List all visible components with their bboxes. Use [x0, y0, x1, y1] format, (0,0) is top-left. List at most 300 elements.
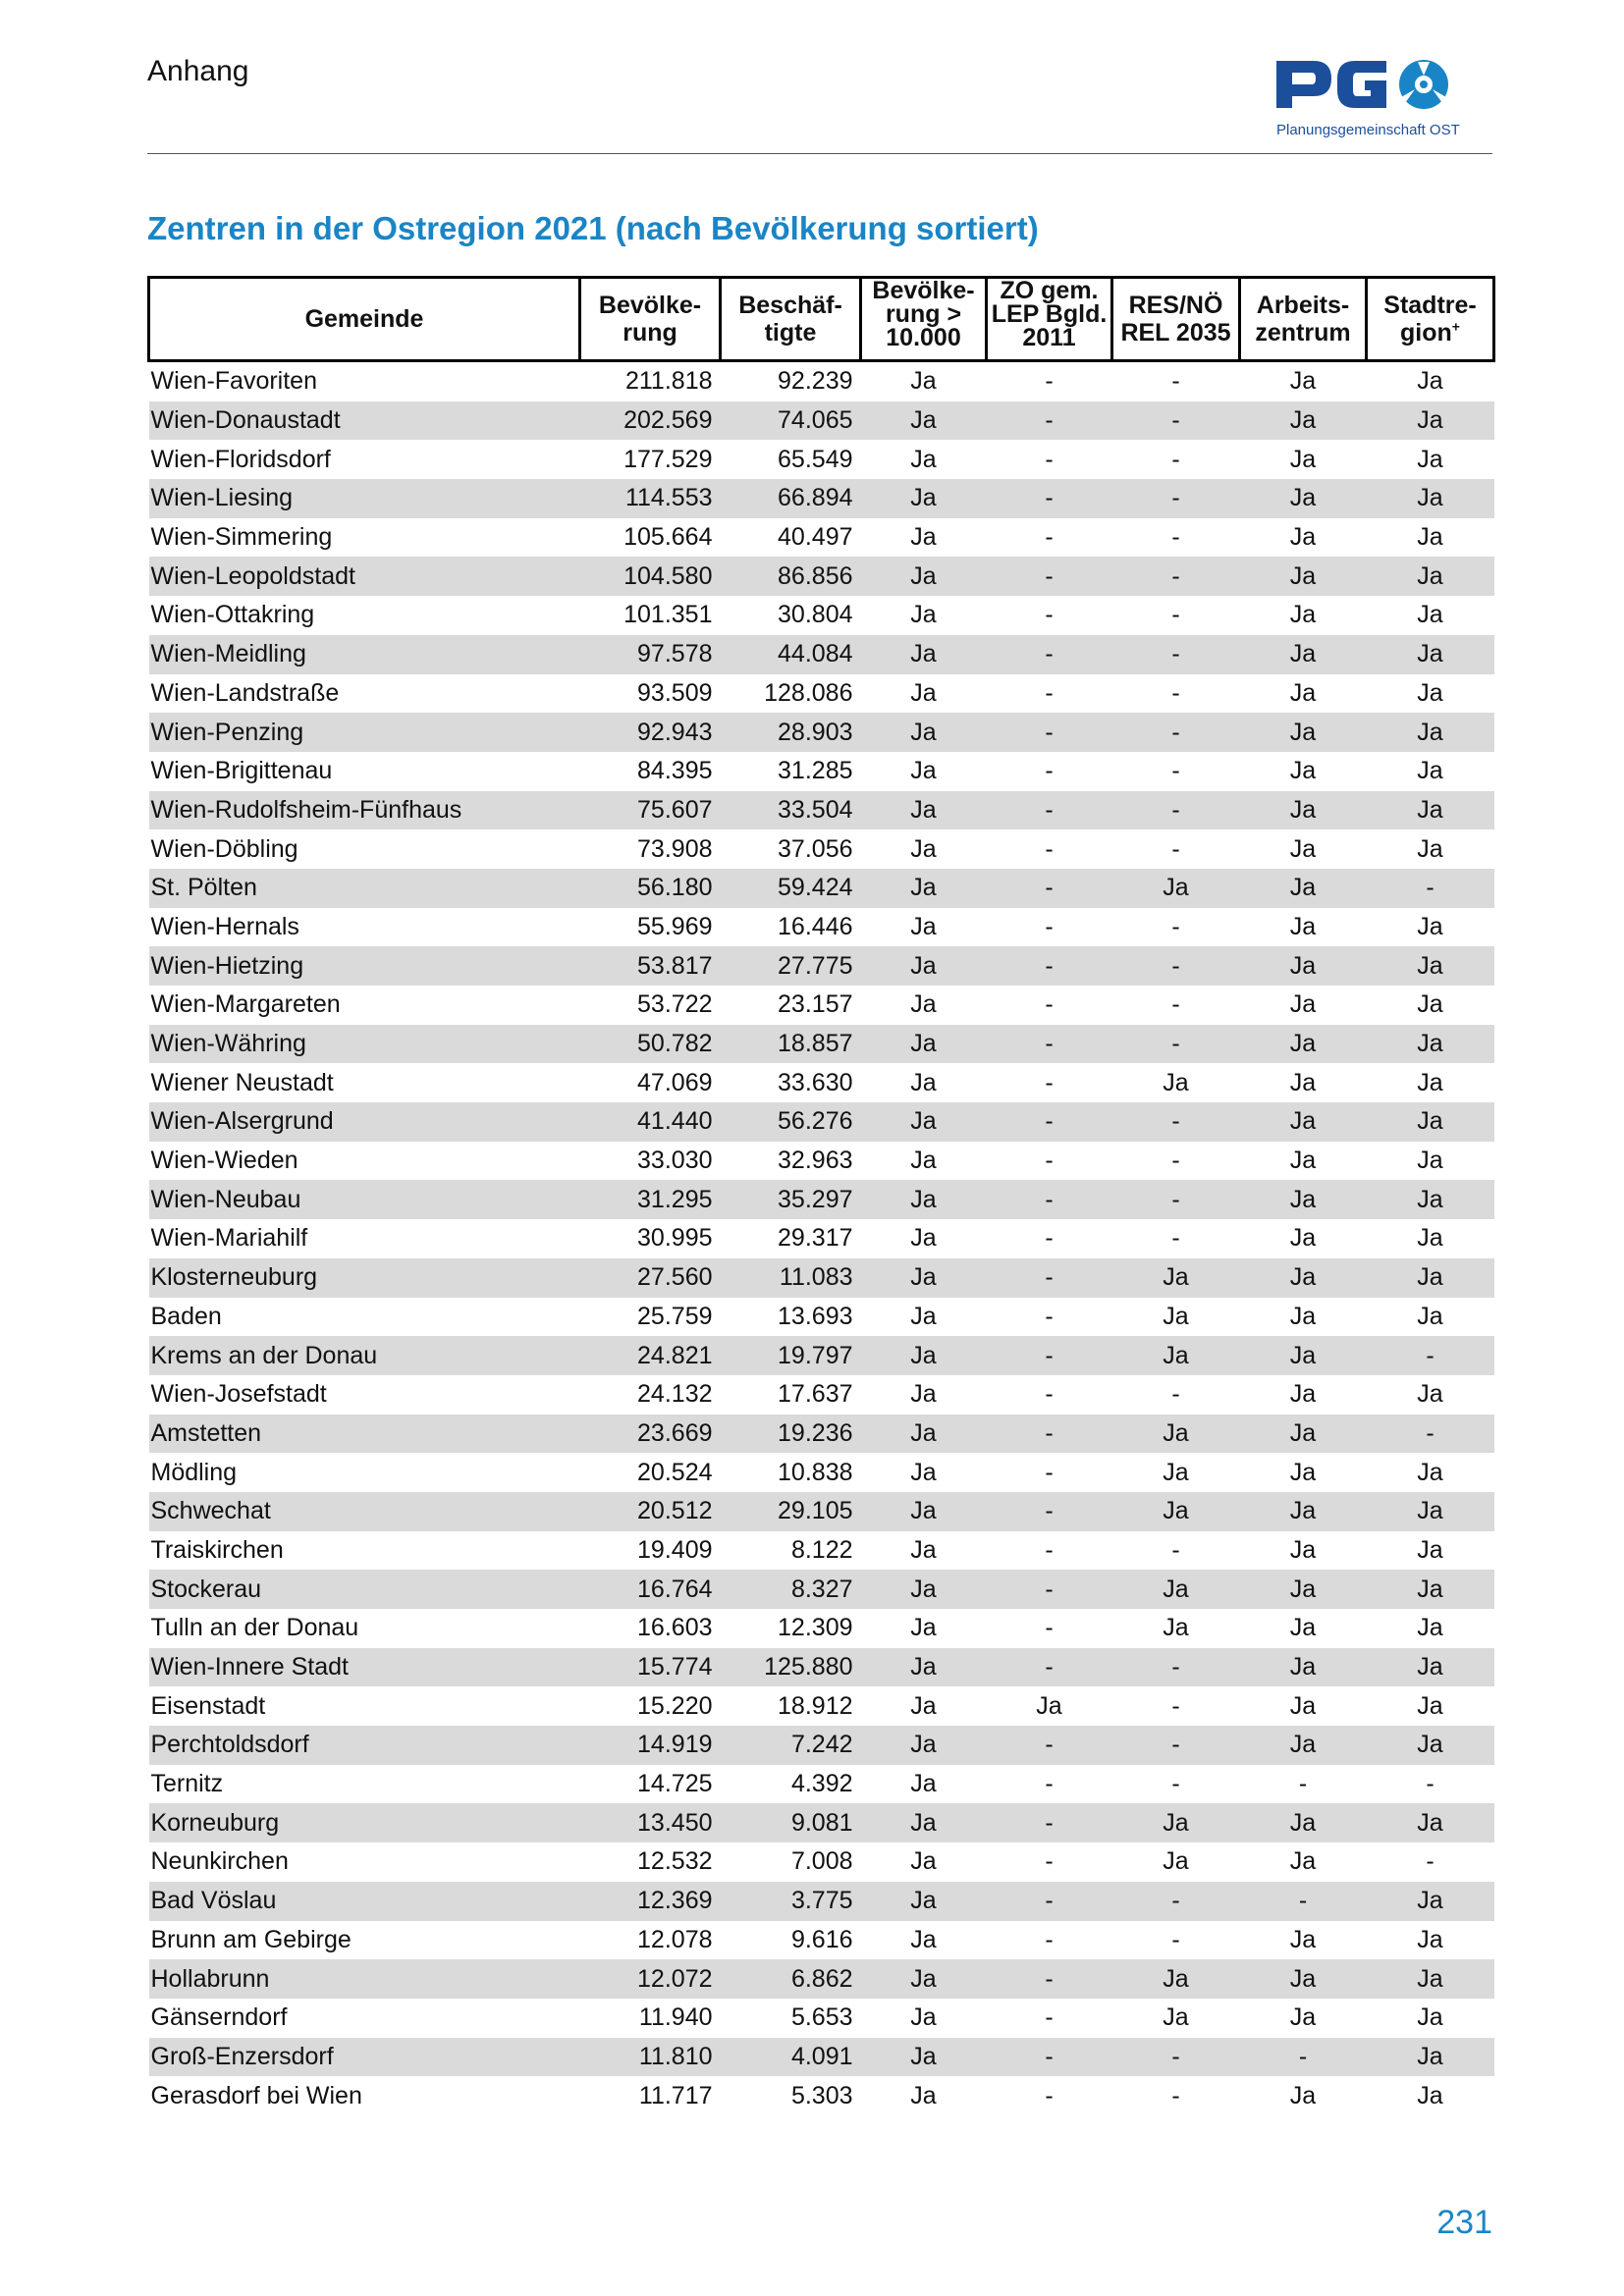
cell-arbeitszentrum: Ja: [1240, 713, 1367, 752]
cell-beschaeftigte: 5.653: [721, 1999, 861, 2038]
cell-beschaeftigte: 5.303: [721, 2076, 861, 2115]
cell-zo-lep: -: [987, 986, 1112, 1025]
cell-arbeitszentrum: Ja: [1240, 1025, 1367, 1064]
cell-gemeinde: Wien-Favoriten: [149, 361, 580, 401]
cell-ueber-10000: Ja: [861, 1882, 987, 1921]
cell-beschaeftigte: 16.446: [721, 908, 861, 947]
cell-zo-lep: -: [987, 1882, 1112, 1921]
cell-res-rel: Ja: [1112, 1063, 1240, 1102]
cell-zo-lep: -: [987, 1609, 1112, 1648]
cell-ueber-10000: Ja: [861, 1531, 987, 1571]
cell-zo-lep: -: [987, 1298, 1112, 1337]
header-rule: [147, 153, 1492, 154]
cell-arbeitszentrum: Ja: [1240, 1142, 1367, 1181]
cell-stadtregion: Ja: [1367, 1999, 1494, 2038]
cell-beschaeftigte: 12.309: [721, 1609, 861, 1648]
cell-arbeitszentrum: Ja: [1240, 361, 1367, 401]
cell-arbeitszentrum: Ja: [1240, 1492, 1367, 1531]
cell-beschaeftigte: 56.276: [721, 1102, 861, 1142]
cell-ueber-10000: Ja: [861, 1453, 987, 1492]
cell-zo-lep: -: [987, 1180, 1112, 1219]
cell-arbeitszentrum: Ja: [1240, 791, 1367, 830]
cell-beschaeftigte: 4.392: [721, 1765, 861, 1804]
cell-zo-lep: -: [987, 1999, 1112, 2038]
cell-beschaeftigte: 9.616: [721, 1921, 861, 1960]
cell-stadtregion: Ja: [1367, 986, 1494, 1025]
cell-res-rel: Ja: [1112, 1842, 1240, 1882]
cell-beschaeftigte: 23.157: [721, 986, 861, 1025]
cell-ueber-10000: Ja: [861, 829, 987, 869]
cell-stadtregion: Ja: [1367, 1726, 1494, 1765]
col-bevoelkerung: Bevölke- rung: [580, 278, 721, 361]
cell-bevoelkerung: 92.943: [580, 713, 721, 752]
cell-beschaeftigte: 74.065: [721, 401, 861, 441]
cell-gemeinde: Tulln an der Donau: [149, 1609, 580, 1648]
table-row: [149, 1803, 1494, 1842]
cell-ueber-10000: Ja: [861, 791, 987, 830]
cell-res-rel: -: [1112, 440, 1240, 479]
cell-gemeinde: Stockerau: [149, 1570, 580, 1609]
cell-stadtregion: Ja: [1367, 1298, 1494, 1337]
cell-gemeinde: Groß-Enzersdorf: [149, 2038, 580, 2077]
cell-gemeinde: Korneuburg: [149, 1803, 580, 1842]
cell-stadtregion: Ja: [1367, 1648, 1494, 1687]
cell-gemeinde: Krems an der Donau: [149, 1336, 580, 1375]
table-row: [149, 1921, 1494, 1960]
cell-res-rel: -: [1112, 1882, 1240, 1921]
cell-arbeitszentrum: Ja: [1240, 557, 1367, 596]
table-row: [149, 869, 1494, 908]
cell-zo-lep: -: [987, 1142, 1112, 1181]
cell-gemeinde: Wien-Wieden: [149, 1142, 580, 1181]
cell-gemeinde: Neunkirchen: [149, 1842, 580, 1882]
cell-ueber-10000: Ja: [861, 2076, 987, 2115]
cell-beschaeftigte: 33.504: [721, 791, 861, 830]
table-row: [149, 986, 1494, 1025]
table-row: [149, 1415, 1494, 1454]
cell-res-rel: -: [1112, 479, 1240, 518]
cell-ueber-10000: Ja: [861, 1959, 987, 1999]
table-row: [149, 2076, 1494, 2115]
cell-res-rel: -: [1112, 713, 1240, 752]
cell-bevoelkerung: 33.030: [580, 1142, 721, 1181]
cell-beschaeftigte: 27.775: [721, 946, 861, 986]
cell-stadtregion: Ja: [1367, 1959, 1494, 1999]
table-row: [149, 518, 1494, 558]
cell-beschaeftigte: 6.862: [721, 1959, 861, 1999]
cell-stadtregion: Ja: [1367, 361, 1494, 401]
cell-zo-lep: -: [987, 1025, 1112, 1064]
table-row: [149, 1102, 1494, 1142]
cell-bevoelkerung: 93.509: [580, 674, 721, 714]
cell-ueber-10000: Ja: [861, 1375, 987, 1415]
page-number: 231: [1436, 2204, 1492, 2241]
cell-ueber-10000: Ja: [861, 1648, 987, 1687]
cell-ueber-10000: Ja: [861, 1921, 987, 1960]
cell-gemeinde: Wien-Leopoldstadt: [149, 557, 580, 596]
cell-ueber-10000: Ja: [861, 986, 987, 1025]
cell-bevoelkerung: 47.069: [580, 1063, 721, 1102]
cell-arbeitszentrum: Ja: [1240, 401, 1367, 441]
cell-zo-lep: -: [987, 1336, 1112, 1375]
cell-res-rel: -: [1112, 1219, 1240, 1258]
cell-res-rel: -: [1112, 1531, 1240, 1571]
cell-beschaeftigte: 17.637: [721, 1375, 861, 1415]
cell-zo-lep: -: [987, 1803, 1112, 1842]
table-row: [149, 1336, 1494, 1375]
table-row: [149, 829, 1494, 869]
cell-stadtregion: Ja: [1367, 1453, 1494, 1492]
cell-ueber-10000: Ja: [861, 908, 987, 947]
cell-arbeitszentrum: Ja: [1240, 1570, 1367, 1609]
cell-zo-lep: -: [987, 596, 1112, 635]
cell-stadtregion: -: [1367, 1765, 1494, 1804]
col-stadtregion: Stadtre- gion+: [1367, 278, 1494, 361]
cell-bevoelkerung: 75.607: [580, 791, 721, 830]
cell-beschaeftigte: 35.297: [721, 1180, 861, 1219]
cell-arbeitszentrum: Ja: [1240, 1453, 1367, 1492]
cell-bevoelkerung: 15.220: [580, 1686, 721, 1726]
cell-gemeinde: Schwechat: [149, 1492, 580, 1531]
cell-zo-lep: -: [987, 1648, 1112, 1687]
table-row: [149, 440, 1494, 479]
cell-gemeinde: Ternitz: [149, 1765, 580, 1804]
cell-stadtregion: Ja: [1367, 752, 1494, 791]
table-row: [149, 908, 1494, 947]
table-row: [149, 557, 1494, 596]
cell-stadtregion: Ja: [1367, 1219, 1494, 1258]
cell-stadtregion: Ja: [1367, 401, 1494, 441]
pgo-logo: [1274, 57, 1492, 145]
cell-bevoelkerung: 16.603: [580, 1609, 721, 1648]
cell-ueber-10000: Ja: [861, 1298, 987, 1337]
cell-zo-lep: -: [987, 869, 1112, 908]
table-header-row: [149, 278, 1494, 361]
cell-arbeitszentrum: Ja: [1240, 1219, 1367, 1258]
table-row: [149, 1375, 1494, 1415]
cell-res-rel: -: [1112, 829, 1240, 869]
cell-beschaeftigte: 31.285: [721, 752, 861, 791]
cell-zo-lep: -: [987, 479, 1112, 518]
cell-ueber-10000: Ja: [861, 401, 987, 441]
cell-ueber-10000: Ja: [861, 1765, 987, 1804]
cell-bevoelkerung: 50.782: [580, 1025, 721, 1064]
cell-beschaeftigte: 8.327: [721, 1570, 861, 1609]
table-row: [149, 635, 1494, 674]
cell-zo-lep: -: [987, 1102, 1112, 1142]
table-body: [149, 361, 1494, 2115]
cell-ueber-10000: Ja: [861, 1492, 987, 1531]
cell-beschaeftigte: 66.894: [721, 479, 861, 518]
cell-res-rel: -: [1112, 361, 1240, 401]
cell-arbeitszentrum: Ja: [1240, 908, 1367, 947]
cell-ueber-10000: Ja: [861, 713, 987, 752]
cell-stadtregion: Ja: [1367, 2076, 1494, 2115]
cell-zo-lep: -: [987, 908, 1112, 947]
cell-ueber-10000: Ja: [861, 1219, 987, 1258]
cell-bevoelkerung: 27.560: [580, 1258, 721, 1298]
cell-stadtregion: Ja: [1367, 2038, 1494, 2077]
cell-ueber-10000: Ja: [861, 674, 987, 714]
cell-beschaeftigte: 9.081: [721, 1803, 861, 1842]
col-res-rel: RES/NÖ REL 2035: [1112, 278, 1240, 361]
cell-res-rel: Ja: [1112, 1453, 1240, 1492]
cell-res-rel: -: [1112, 1765, 1240, 1804]
cell-gemeinde: Wiener Neustadt: [149, 1063, 580, 1102]
table-row: [149, 1648, 1494, 1687]
cell-gemeinde: Wien-Mariahilf: [149, 1219, 580, 1258]
cell-beschaeftigte: 128.086: [721, 674, 861, 714]
cell-bevoelkerung: 202.569: [580, 401, 721, 441]
cell-gemeinde: Wien-Hernals: [149, 908, 580, 947]
table-row: [149, 1959, 1494, 1999]
cell-beschaeftigte: 19.797: [721, 1336, 861, 1375]
cell-beschaeftigte: 19.236: [721, 1415, 861, 1454]
cell-ueber-10000: Ja: [861, 557, 987, 596]
cell-arbeitszentrum: Ja: [1240, 1999, 1367, 2038]
cell-res-rel: -: [1112, 1648, 1240, 1687]
cell-gemeinde: Wien-Meidling: [149, 635, 580, 674]
cell-beschaeftigte: 28.903: [721, 713, 861, 752]
col-gemeinde: Gemeinde: [149, 278, 580, 361]
cell-arbeitszentrum: Ja: [1240, 1686, 1367, 1726]
cell-bevoelkerung: 16.764: [580, 1570, 721, 1609]
cell-stadtregion: Ja: [1367, 829, 1494, 869]
cell-bevoelkerung: 53.817: [580, 946, 721, 986]
cell-stadtregion: -: [1367, 869, 1494, 908]
cell-arbeitszentrum: Ja: [1240, 635, 1367, 674]
cell-beschaeftigte: 29.317: [721, 1219, 861, 1258]
cell-stadtregion: Ja: [1367, 791, 1494, 830]
cell-bevoelkerung: 13.450: [580, 1803, 721, 1842]
cell-gemeinde: Gänserndorf: [149, 1999, 580, 2038]
cell-arbeitszentrum: -: [1240, 1765, 1367, 1804]
table-row: [149, 1726, 1494, 1765]
cell-beschaeftigte: 32.963: [721, 1142, 861, 1181]
cell-arbeitszentrum: Ja: [1240, 2076, 1367, 2115]
zentren-table-container: [147, 276, 1492, 2115]
table-row: [149, 1219, 1494, 1258]
cell-ueber-10000: Ja: [861, 1142, 987, 1181]
cell-zo-lep: -: [987, 791, 1112, 830]
cell-ueber-10000: Ja: [861, 2038, 987, 2077]
cell-stadtregion: Ja: [1367, 518, 1494, 558]
cell-gemeinde: Bad Vöslau: [149, 1882, 580, 1921]
cell-res-rel: -: [1112, 1025, 1240, 1064]
cell-beschaeftigte: 7.242: [721, 1726, 861, 1765]
cell-zo-lep: -: [987, 713, 1112, 752]
cell-beschaeftigte: 125.880: [721, 1648, 861, 1687]
cell-res-rel: -: [1112, 986, 1240, 1025]
cell-zo-lep: -: [987, 1063, 1112, 1102]
cell-gemeinde: Wien-Rudolfsheim-Fünfhaus: [149, 791, 580, 830]
cell-zo-lep: -: [987, 1492, 1112, 1531]
cell-beschaeftigte: 8.122: [721, 1531, 861, 1571]
cell-stadtregion: Ja: [1367, 1142, 1494, 1181]
cell-beschaeftigte: 30.804: [721, 596, 861, 635]
cell-arbeitszentrum: -: [1240, 1882, 1367, 1921]
cell-beschaeftigte: 44.084: [721, 635, 861, 674]
table-row: [149, 401, 1494, 441]
cell-ueber-10000: Ja: [861, 1102, 987, 1142]
cell-beschaeftigte: 18.857: [721, 1025, 861, 1064]
table-row: [149, 1180, 1494, 1219]
cell-ueber-10000: Ja: [861, 1570, 987, 1609]
cell-beschaeftigte: 11.083: [721, 1258, 861, 1298]
cell-arbeitszentrum: Ja: [1240, 596, 1367, 635]
cell-beschaeftigte: 18.912: [721, 1686, 861, 1726]
cell-res-rel: Ja: [1112, 1415, 1240, 1454]
cell-gemeinde: Eisenstadt: [149, 1686, 580, 1726]
cell-beschaeftigte: 13.693: [721, 1298, 861, 1337]
cell-res-rel: -: [1112, 908, 1240, 947]
cell-res-rel: -: [1112, 1142, 1240, 1181]
cell-zo-lep: -: [987, 674, 1112, 714]
cell-ueber-10000: Ja: [861, 635, 987, 674]
cell-gemeinde: Amstetten: [149, 1415, 580, 1454]
cell-ueber-10000: Ja: [861, 1180, 987, 1219]
cell-beschaeftigte: 7.008: [721, 1842, 861, 1882]
cell-ueber-10000: Ja: [861, 1025, 987, 1064]
cell-zo-lep: -: [987, 1726, 1112, 1765]
cell-gemeinde: Traiskirchen: [149, 1531, 580, 1571]
cell-res-rel: -: [1112, 752, 1240, 791]
cell-zo-lep: Ja: [987, 1686, 1112, 1726]
cell-res-rel: -: [1112, 2076, 1240, 2115]
table-row: [149, 479, 1494, 518]
cell-bevoelkerung: 53.722: [580, 986, 721, 1025]
page-title: Zentren in der Ostregion 2021 (nach Bevölkerung sortiert): [147, 210, 1039, 246]
cell-bevoelkerung: 12.532: [580, 1842, 721, 1882]
cell-zo-lep: -: [987, 946, 1112, 986]
cell-ueber-10000: Ja: [861, 1803, 987, 1842]
cell-stadtregion: Ja: [1367, 557, 1494, 596]
table-row: [149, 1453, 1494, 1492]
cell-res-rel: Ja: [1112, 1959, 1240, 1999]
cell-stadtregion: Ja: [1367, 908, 1494, 947]
cell-res-rel: Ja: [1112, 869, 1240, 908]
cell-bevoelkerung: 25.759: [580, 1298, 721, 1337]
col-arbeitszentrum: Arbeits- zentrum: [1240, 278, 1367, 361]
cell-arbeitszentrum: Ja: [1240, 1921, 1367, 1960]
cell-stadtregion: Ja: [1367, 1570, 1494, 1609]
cell-zo-lep: -: [987, 1219, 1112, 1258]
cell-arbeitszentrum: Ja: [1240, 440, 1367, 479]
cell-bevoelkerung: 55.969: [580, 908, 721, 947]
table-row: [149, 1765, 1494, 1804]
cell-stadtregion: Ja: [1367, 1803, 1494, 1842]
cell-bevoelkerung: 19.409: [580, 1531, 721, 1571]
cell-bevoelkerung: 84.395: [580, 752, 721, 791]
cell-stadtregion: -: [1367, 1415, 1494, 1454]
cell-arbeitszentrum: Ja: [1240, 1648, 1367, 1687]
cell-res-rel: Ja: [1112, 1298, 1240, 1337]
cell-bevoelkerung: 73.908: [580, 829, 721, 869]
cell-ueber-10000: Ja: [861, 479, 987, 518]
cell-res-rel: -: [1112, 1921, 1240, 1960]
cell-arbeitszentrum: Ja: [1240, 1415, 1367, 1454]
cell-bevoelkerung: 105.664: [580, 518, 721, 558]
cell-zo-lep: -: [987, 440, 1112, 479]
cell-arbeitszentrum: -: [1240, 2038, 1367, 2077]
cell-gemeinde: Wien-Landstraße: [149, 674, 580, 714]
cell-stadtregion: Ja: [1367, 1531, 1494, 1571]
cell-res-rel: Ja: [1112, 1570, 1240, 1609]
cell-arbeitszentrum: Ja: [1240, 986, 1367, 1025]
cell-gemeinde: Wien-Floridsdorf: [149, 440, 580, 479]
cell-stadtregion: Ja: [1367, 440, 1494, 479]
cell-gemeinde: Perchtoldsdorf: [149, 1726, 580, 1765]
cell-bevoelkerung: 23.669: [580, 1415, 721, 1454]
cell-res-rel: Ja: [1112, 1492, 1240, 1531]
cell-res-rel: -: [1112, 1102, 1240, 1142]
cell-bevoelkerung: 104.580: [580, 557, 721, 596]
cell-beschaeftigte: 3.775: [721, 1882, 861, 1921]
cell-arbeitszentrum: Ja: [1240, 1726, 1367, 1765]
cell-arbeitszentrum: Ja: [1240, 1842, 1367, 1882]
cell-bevoelkerung: 20.524: [580, 1453, 721, 1492]
table-row: [149, 2038, 1494, 2077]
cell-ueber-10000: Ja: [861, 946, 987, 986]
cell-gemeinde: Baden: [149, 1298, 580, 1337]
cell-zo-lep: -: [987, 518, 1112, 558]
cell-res-rel: -: [1112, 1180, 1240, 1219]
cell-stadtregion: Ja: [1367, 1609, 1494, 1648]
cell-bevoelkerung: 11.717: [580, 2076, 721, 2115]
cell-zo-lep: -: [987, 2076, 1112, 2115]
cell-res-rel: -: [1112, 946, 1240, 986]
cell-beschaeftigte: 29.105: [721, 1492, 861, 1531]
cell-gemeinde: Wien-Liesing: [149, 479, 580, 518]
zentren-table: [147, 276, 1495, 2115]
cell-res-rel: -: [1112, 596, 1240, 635]
cell-zo-lep: -: [987, 1959, 1112, 1999]
running-header: Anhang: [147, 55, 249, 87]
cell-zo-lep: -: [987, 635, 1112, 674]
cell-arbeitszentrum: Ja: [1240, 479, 1367, 518]
cell-beschaeftigte: 37.056: [721, 829, 861, 869]
cell-zo-lep: -: [987, 752, 1112, 791]
table-row: [149, 946, 1494, 986]
cell-stadtregion: Ja: [1367, 1258, 1494, 1298]
cell-stadtregion: Ja: [1367, 1492, 1494, 1531]
cell-ueber-10000: Ja: [861, 361, 987, 401]
cell-bevoelkerung: 11.810: [580, 2038, 721, 2077]
cell-arbeitszentrum: Ja: [1240, 1180, 1367, 1219]
cell-zo-lep: -: [987, 1531, 1112, 1571]
cell-res-rel: Ja: [1112, 1803, 1240, 1842]
cell-ueber-10000: Ja: [861, 1686, 987, 1726]
cell-arbeitszentrum: Ja: [1240, 1803, 1367, 1842]
table-row: [149, 1298, 1494, 1337]
cell-gemeinde: St. Pölten: [149, 869, 580, 908]
cell-res-rel: -: [1112, 1726, 1240, 1765]
cell-res-rel: -: [1112, 557, 1240, 596]
pgo-logo-graphic: [1274, 57, 1492, 145]
cell-gemeinde: Wien-Innere Stadt: [149, 1648, 580, 1687]
table-row: [149, 1609, 1494, 1648]
cell-arbeitszentrum: Ja: [1240, 1375, 1367, 1415]
cell-stadtregion: Ja: [1367, 1882, 1494, 1921]
cell-stadtregion: Ja: [1367, 674, 1494, 714]
cell-stadtregion: -: [1367, 1842, 1494, 1882]
cell-arbeitszentrum: Ja: [1240, 1102, 1367, 1142]
table-row: [149, 1025, 1494, 1064]
cell-arbeitszentrum: Ja: [1240, 518, 1367, 558]
cell-beschaeftigte: 4.091: [721, 2038, 861, 2077]
cell-arbeitszentrum: Ja: [1240, 1258, 1367, 1298]
cell-zo-lep: -: [987, 557, 1112, 596]
